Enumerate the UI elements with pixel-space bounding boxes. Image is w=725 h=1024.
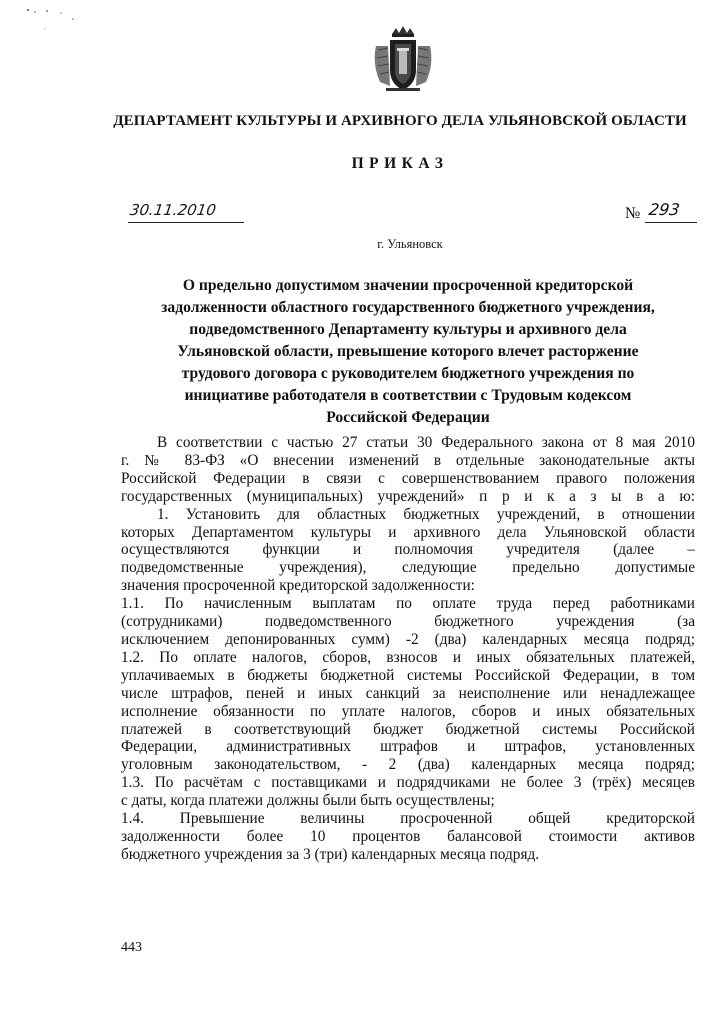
heading-line: инициативе работодателя в соответствии с Трудовым кодексом [184,387,632,404]
body-line: 1.4. Превышение величины просроченной общей кредиторской [121,810,695,828]
body-line: исполнение обязанности по уплате налогов, сборов и иных обязательных [121,702,695,720]
heading-line: подведомственного Департаменту культуры и архивного дела [189,321,627,338]
body-line: уголовным законодательством, - 2 (два) календарных месяца подряд; [121,756,695,774]
body-line: В соответствии с частью 27 статьи 30 Федерального закона от 8 мая 2010 [157,434,695,451]
body-line: подведомственные учреждения), следующие предельно допустимые [121,559,695,577]
heading-line: О предельно допустимом значении просроченной кредиторской [182,277,634,294]
body-line: задолженности более 10 процентов балансовой стоимости активов [121,827,695,845]
city-name: г. Ульяновск [377,237,443,251]
date-field [128,202,244,223]
body-line: с даты, когда платежи должны были быть осуществлены; [121,792,495,810]
page-number: 443 [121,940,142,955]
body-line: 1.2. По оплате налогов, сборов, взносов и иных обязательных платежей, [121,648,695,666]
body-line: 1. Установить для областных бюджетных учреждений, в отношении [157,505,695,523]
number-label: № [625,205,641,222]
body-line: бюджетного учреждения за 3 (три) календарных месяца подряд. [121,845,540,863]
order-date: 30.11.2010 [128,201,218,219]
coat-of-arms-icon [368,24,438,94]
body-line: платежей в соответствующий бюджет бюджетной системы Российской [121,720,695,738]
body-line: уплачиваемых в бюджеты бюджетной системы Российской Федерации, в том [121,666,695,684]
department-name: ДЕПАРТАМЕНТ КУЛЬТУРЫ И АРХИВНОГО ДЕЛА УЛЬЯНОВСКОЙ ОБЛАСТИ [113,113,687,129]
body-line: 1.1. По начисленным выплатам по оплате труда перед работниками [121,595,695,613]
order-body [121,434,695,864]
body-line: Федерации, административных штрафов и штрафов, установленных [121,738,695,756]
heading-line: Российской Федерации [326,409,490,426]
body-line: г. № 83-ФЗ «О внесении изменений в отдельные законодательные акты [121,451,695,469]
body-line: исключением депонированных сумм) -2 (два) календарных месяца подряд; [121,630,695,648]
order-heading [118,275,698,429]
body-line: числе штрафов, пеней и иных санкций за неисполнение или ненадлежащее [121,684,695,702]
heading-line: трудового договора с руководителем бюджетного учреждения по [181,365,635,382]
body-line: 1.3. По расчётам с поставщиками и подрядчиками не более 3 (трёх) месяцев [121,774,695,792]
body-line: осуществляются функции и полномочия учредителя (далее – [121,541,695,559]
body-line: Российской Федерации в связи с совершенствованием правого положения [121,469,695,487]
document-type-title: ПРИКАЗ [351,155,449,172]
order-number: 293 [647,200,681,219]
scan-specks [25,6,95,36]
body-line: значения просроченной кредиторской задолженности: [121,577,475,595]
heading-line: задолженности областного государственного бюджетного учреждения, [161,299,655,316]
body-line: которых Департаментом культуры и архивного дела Ульяновской области [121,523,695,541]
body-line: (сотрудниками) подведомственного бюджетного учреждения (за [121,613,695,631]
body-line: государственных (муниципальных) учреждений» п р и к а з ы в а ю: [121,487,695,505]
heading-line: Ульяновской области, превышение которого влечет расторжение [177,343,639,360]
number-field [645,202,697,223]
